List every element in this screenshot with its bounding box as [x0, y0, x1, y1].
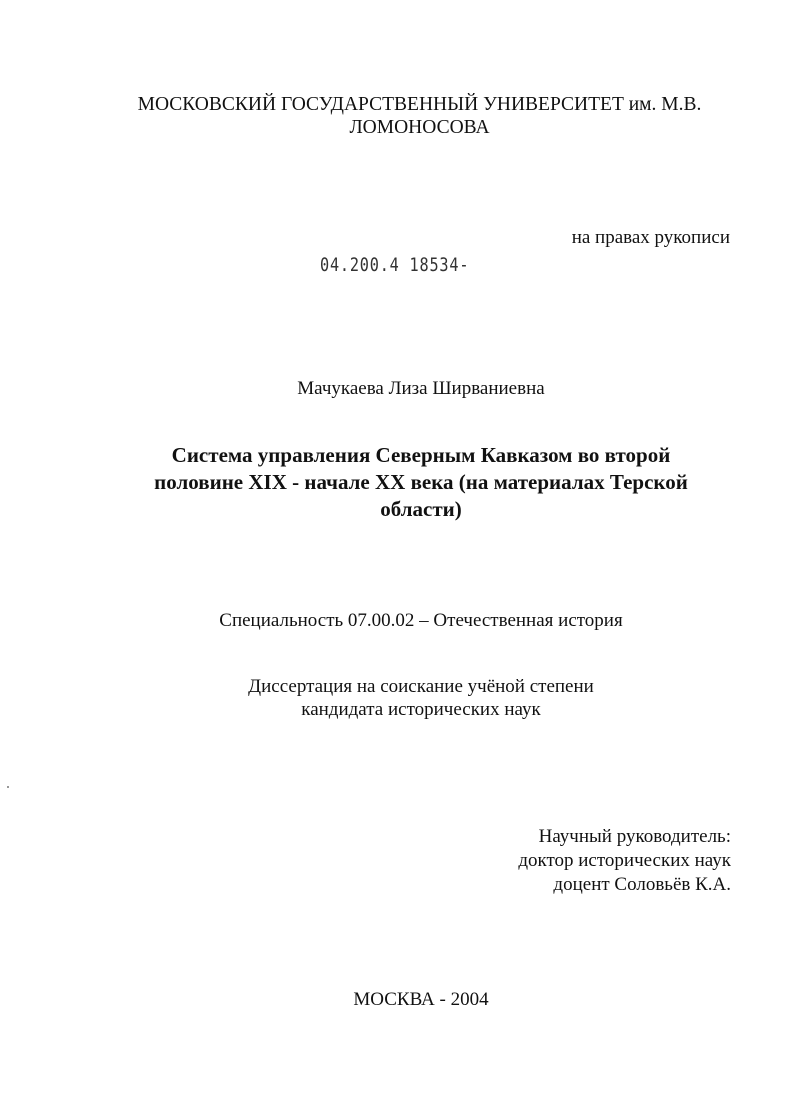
- rights-note: на правах рукописи: [571, 227, 730, 248]
- supervisor-line2: доктор исторических наук: [518, 850, 731, 871]
- author-name: Мачукаева Лиза Ширваниевна: [297, 378, 545, 399]
- scan-speck: [7, 786, 9, 788]
- dissertation-title: [0, 442, 799, 523]
- city-year: МОСКВА - 2004: [353, 989, 489, 1010]
- supervisor-line3: доцент Соловьёв К.А.: [553, 874, 731, 895]
- specialty: Специальность 07.00.02 – Отечественная история: [219, 610, 623, 631]
- supervisor-line1: Научный руководитель:: [538, 826, 731, 847]
- supervisor-block: [518, 825, 731, 897]
- university-name-line1: МОСКОВСКИЙ ГОСУДАРСТВЕННЫЙ УНИВЕРСИТЕТ им. М.В.: [137, 94, 702, 115]
- title-line1: Система управления Северным Кавказом во второй: [171, 443, 671, 467]
- university-name-line2: ЛОМОНОСОВА: [349, 117, 490, 138]
- title-line3: области): [380, 497, 462, 521]
- library-stamp-number: 04.200.4 18534-: [320, 254, 470, 276]
- degree-line1: Диссертация на соискание учёной степени: [248, 676, 594, 697]
- title-line2: половине XIX - начале XX века (на материалах Терской: [154, 470, 688, 494]
- degree-line2: кандидата исторических наук: [301, 699, 541, 720]
